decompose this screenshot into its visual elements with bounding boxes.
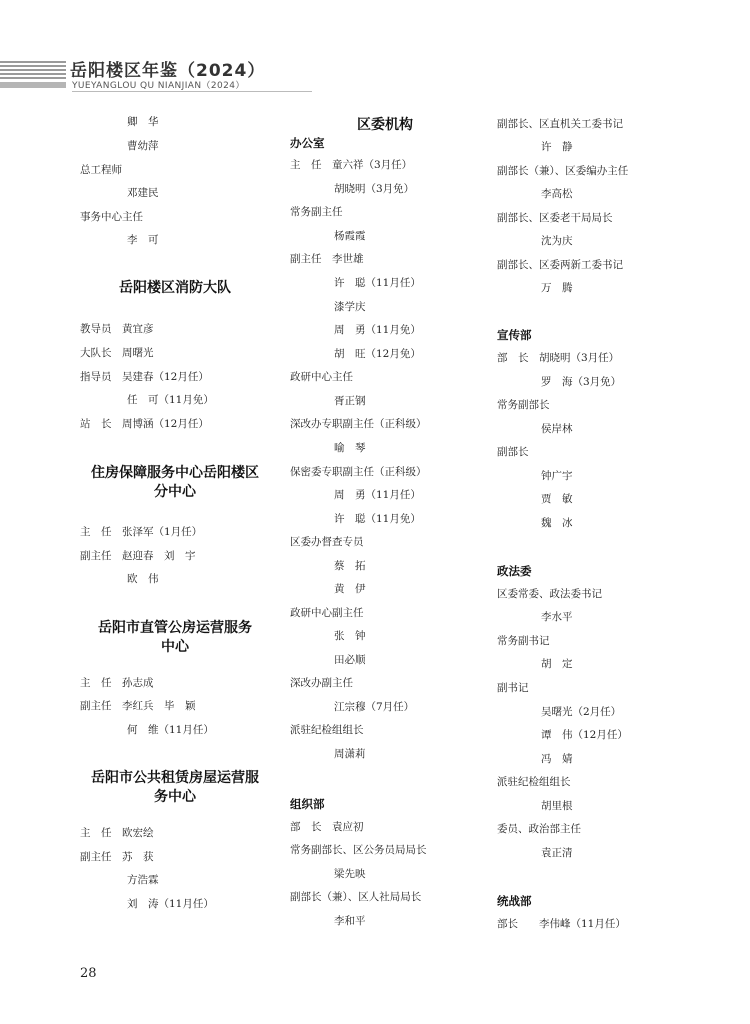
entry-line: 部长 李伟峰（11月任） [497, 918, 626, 930]
entry-line: 副部长（兼）、区人社局局长 [290, 891, 422, 903]
entry-line: 卿 华 [127, 116, 159, 128]
page-number: 28 [80, 966, 97, 981]
entry-line: 深改办副主任 [290, 677, 353, 689]
entry-line: 大队长 周曙光 [80, 347, 154, 359]
section-title-housing-line2: 分中心 [154, 484, 196, 500]
entry-line: 深改办专职副主任（正科级） [290, 418, 427, 430]
entry-line: 曹幼萍 [127, 140, 159, 152]
entry-line: 副主任 赵迎春 刘 宇 [80, 550, 196, 562]
entry-line: 吴曙光（2月任） [541, 706, 622, 718]
entry-line: 主 任 孙志成 [80, 677, 154, 689]
entry-line: 站 长 周博涵（12月任） [80, 418, 209, 430]
entry-line: 万 腾 [541, 282, 573, 294]
subsection-united-front: 统战部 [497, 894, 532, 908]
entry-line: 胥正钢 [334, 395, 366, 407]
entry-line: 田必顺 [334, 654, 366, 666]
entry-line: 区委常委、政法委书记 [497, 588, 602, 600]
entry-line: 教导员 黄宜彦 [80, 323, 154, 335]
entry-line: 李水平 [541, 611, 573, 623]
entry-line: 胡 旺（12月免） [334, 348, 421, 360]
entry-line: 指导员 吴建春（12月任） [80, 371, 209, 383]
entry-line: 胡里根 [541, 800, 573, 812]
entry-line: 副部长、区委两新工委书记 [497, 259, 623, 271]
entry-line: 钟广宇 [541, 470, 573, 482]
entry-line: 副主任 李世雄 [290, 253, 364, 265]
subsection-office: 办公室 [290, 136, 325, 150]
entry-line: 沈为庆 [541, 235, 573, 247]
entry-line: 周 勇（11月任） [334, 489, 421, 501]
entry-line: 保密委专职副主任（正科级） [290, 466, 427, 478]
entry-line: 副部长 [497, 446, 529, 458]
entry-line: 总工程师 [80, 164, 122, 176]
entry-line: 喻 琴 [334, 442, 366, 454]
entry-line: 许 聪（11月任） [334, 277, 421, 289]
entry-line: 冯 婧 [541, 753, 573, 765]
yearbook-subtitle: YUEYANGLOU QU NIANJIAN（2024） [72, 81, 245, 91]
entry-line: 部 长 袁应初 [290, 821, 364, 833]
entry-line: 副部长、区委老干局局长 [497, 212, 613, 224]
entry-line: 魏 冰 [541, 517, 573, 529]
entry-line: 区委办督查专员 [290, 536, 364, 548]
entry-line: 副主任 李红兵 毕 颖 [80, 700, 196, 712]
entry-line: 梁先映 [334, 868, 366, 880]
entry-line: 副主任 苏 获 [80, 851, 154, 863]
subsection-publicity: 宣传部 [497, 328, 532, 342]
section-title-rental-line1: 岳阳市公共租赁房屋运营服 [91, 770, 259, 786]
section-title-housing-line1: 住房保障服务中心岳阳楼区 [91, 465, 259, 481]
entry-line: 黄 伊 [334, 583, 366, 595]
entry-line: 主 任 童六祥（3月任） [290, 159, 413, 171]
entry-line: 张 钟 [334, 630, 366, 642]
entry-line: 副书记 [497, 682, 529, 694]
entry-line: 漆学庆 [334, 301, 366, 313]
entry-line: 派驻纪检组组长 [290, 724, 364, 736]
entry-line: 常务副部长 [497, 399, 550, 411]
entry-line: 侯岸林 [541, 423, 573, 435]
header-bar-decoration [0, 82, 66, 88]
entry-line: 政研中心副主任 [290, 607, 364, 619]
entry-line: 派驻纪检组组长 [497, 776, 571, 788]
entry-line: 方浩霖 [127, 874, 159, 886]
entry-line: 李 可 [127, 234, 159, 246]
entry-line: 政研中心主任 [290, 371, 353, 383]
yearbook-title: 岳阳楼区年鉴（2024） [70, 61, 266, 81]
entry-line: 杨霞霞 [334, 230, 366, 242]
section-title-district-committee: 区委机构 [357, 117, 413, 133]
entry-line: 何 维（11月任） [127, 724, 214, 736]
entry-line: 主 任 张泽军（1月任） [80, 526, 203, 538]
entry-line: 李高松 [541, 188, 573, 200]
entry-line: 胡晓明（3月免） [334, 183, 415, 195]
subsection-political-legal: 政法委 [497, 564, 532, 578]
entry-line: 周 勇（11月免） [334, 324, 421, 336]
header-stripes-decoration [0, 61, 66, 81]
section-title-rental-line2: 务中心 [154, 789, 196, 805]
entry-line: 副部长（兼）、区委编办主任 [497, 165, 629, 177]
entry-line: 欧 伟 [127, 573, 159, 585]
entry-line: 部 长 胡晓明（3月任） [497, 352, 620, 364]
entry-line: 事务中心主任 [80, 211, 143, 223]
entry-line: 副部长、区直机关工委书记 [497, 118, 623, 130]
entry-line: 胡 定 [541, 658, 573, 670]
entry-line: 周潇莉 [334, 748, 366, 760]
entry-line: 谭 伟（12月任） [541, 729, 628, 741]
entry-line: 常务副主任 [290, 206, 343, 218]
entry-line: 罗 海（3月免） [541, 376, 622, 388]
entry-line: 任 可（11月免） [127, 394, 214, 406]
page-header [0, 56, 750, 96]
entry-line: 袁正清 [541, 847, 573, 859]
section-title-public-housing-line1: 岳阳市直管公房运营服务 [98, 620, 252, 636]
entry-line: 委员、政治部主任 [497, 823, 581, 835]
entry-line: 蔡 拓 [334, 560, 366, 572]
entry-line: 邓建民 [127, 187, 159, 199]
section-title-fire-brigade: 岳阳楼区消防大队 [119, 280, 231, 296]
entry-line: 许 聪（11月免） [334, 513, 421, 525]
entry-line: 李和平 [334, 915, 366, 927]
entry-line: 常务副部长、区公务员局局长 [290, 844, 427, 856]
entry-line: 刘 涛（11月任） [127, 898, 214, 910]
subsection-organization: 组织部 [290, 797, 325, 811]
entry-line: 贾 敏 [541, 493, 573, 505]
entry-line: 江宗穆（7月任） [334, 701, 415, 713]
entry-line: 许 静 [541, 141, 573, 153]
section-title-public-housing-line2: 中心 [161, 639, 189, 655]
entry-line: 常务副书记 [497, 635, 550, 647]
entry-line: 主 任 欧宏绘 [80, 827, 154, 839]
header-underline [72, 91, 312, 92]
